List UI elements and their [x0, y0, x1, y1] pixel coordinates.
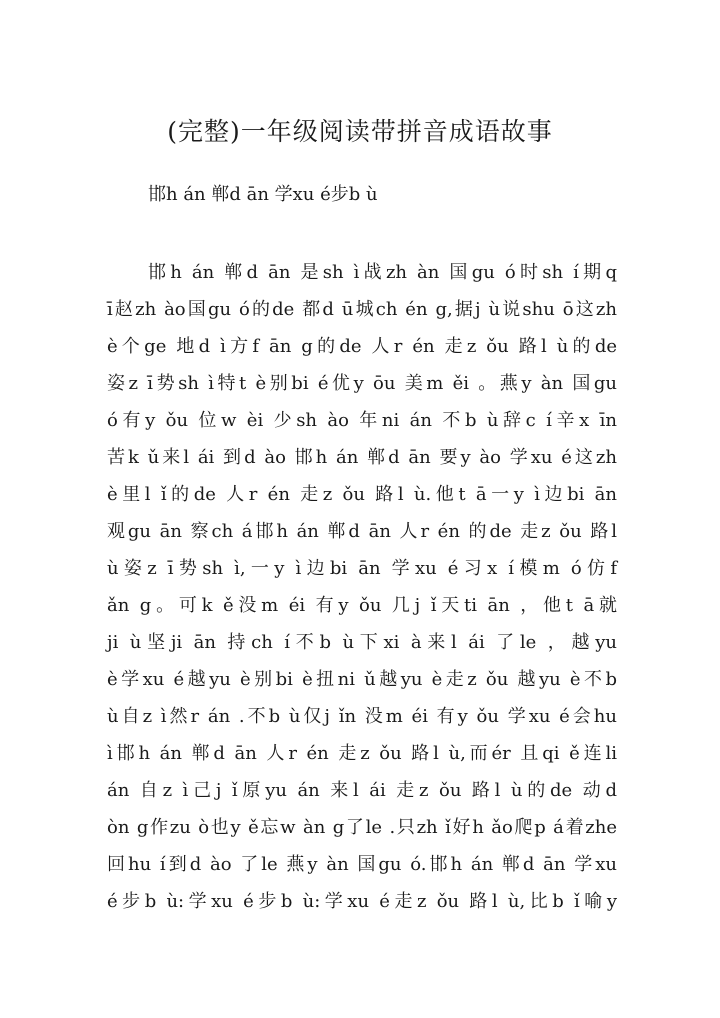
body-line: ù姿z ī势sh ì,一y ì边bi ān 学xu é习x í模m ó仿f	[107, 558, 617, 579]
body-line: ī赵zh ào国gu ó的de 都d ū城ch én g,据j ù说shu ō这zh	[107, 299, 617, 320]
body-line: è学xu é越yu è别bi è扭ni ǔ越yu è走z ǒu 越yu è不b	[107, 669, 617, 690]
body-line: ǎn g。可k ě没m éi 有y ǒu 几j ǐ天ti ān ，他t ā就	[107, 595, 617, 616]
body-line: ì邯h án 郸d ān 人r én 走z ǒu 路l ù,而ér 且qi ě连li	[107, 743, 617, 764]
body-line: 姿z ī势sh ì特t è别bi é优y ōu 美m ěi 。燕y àn 国gu	[107, 373, 617, 394]
story-title: 邯h án 郸d ān 学xu é步b ù	[148, 184, 378, 205]
body-line: è个ge 地d ì方f ān g的de 人r én 走z ǒu 路l ù的de	[107, 336, 617, 357]
body-line: 观gu ān 察ch á邯h án 郸d ān 人r én 的de 走z ǒu 路l	[107, 521, 617, 542]
body-line: 邯h án 郸d ān 是sh ì战zh àn 国gu ó时sh í期q	[148, 262, 617, 283]
document-title: (完整)一年级阅读带拼音成语故事	[167, 117, 553, 146]
body-line: è里l ǐ的de 人r én 走z ǒu 路l ù.他t ā一y ì边bi ān	[107, 484, 617, 505]
body-line: òn g作zu ò也y ě忘w àn g了le .只zh ǐ好h ǎo爬p á着zhe	[107, 817, 617, 838]
body-line: é步b ù:学xu é步b ù:学xu é走z ǒu 路l ù,比b ǐ喻y	[107, 891, 617, 912]
body-line: án 自z ì己j ǐ原yu án 来l ái 走z ǒu 路l ù的de 动d	[107, 780, 617, 801]
body-line: ó有y ǒu 位w èi 少sh ào 年ni án 不b ù辞c í辛x īn	[107, 410, 617, 431]
body-line: ù自z ì然r án .不b ù仅j ǐn 没m éi 有y ǒu 学xu é会hu	[107, 706, 617, 727]
body-line: ji ù坚ji ān 持ch í不b ù下xi à来l ái 了le ，越yu	[107, 632, 617, 653]
body-line: 回hu í到d ào 了le 燕y àn 国gu ó.邯h án 郸d ān 学xu	[107, 854, 617, 875]
body-line: 苦k ǔ来l ái 到d ào 邯h án 郸d ān 要y ào 学xu é这zh	[107, 447, 617, 468]
